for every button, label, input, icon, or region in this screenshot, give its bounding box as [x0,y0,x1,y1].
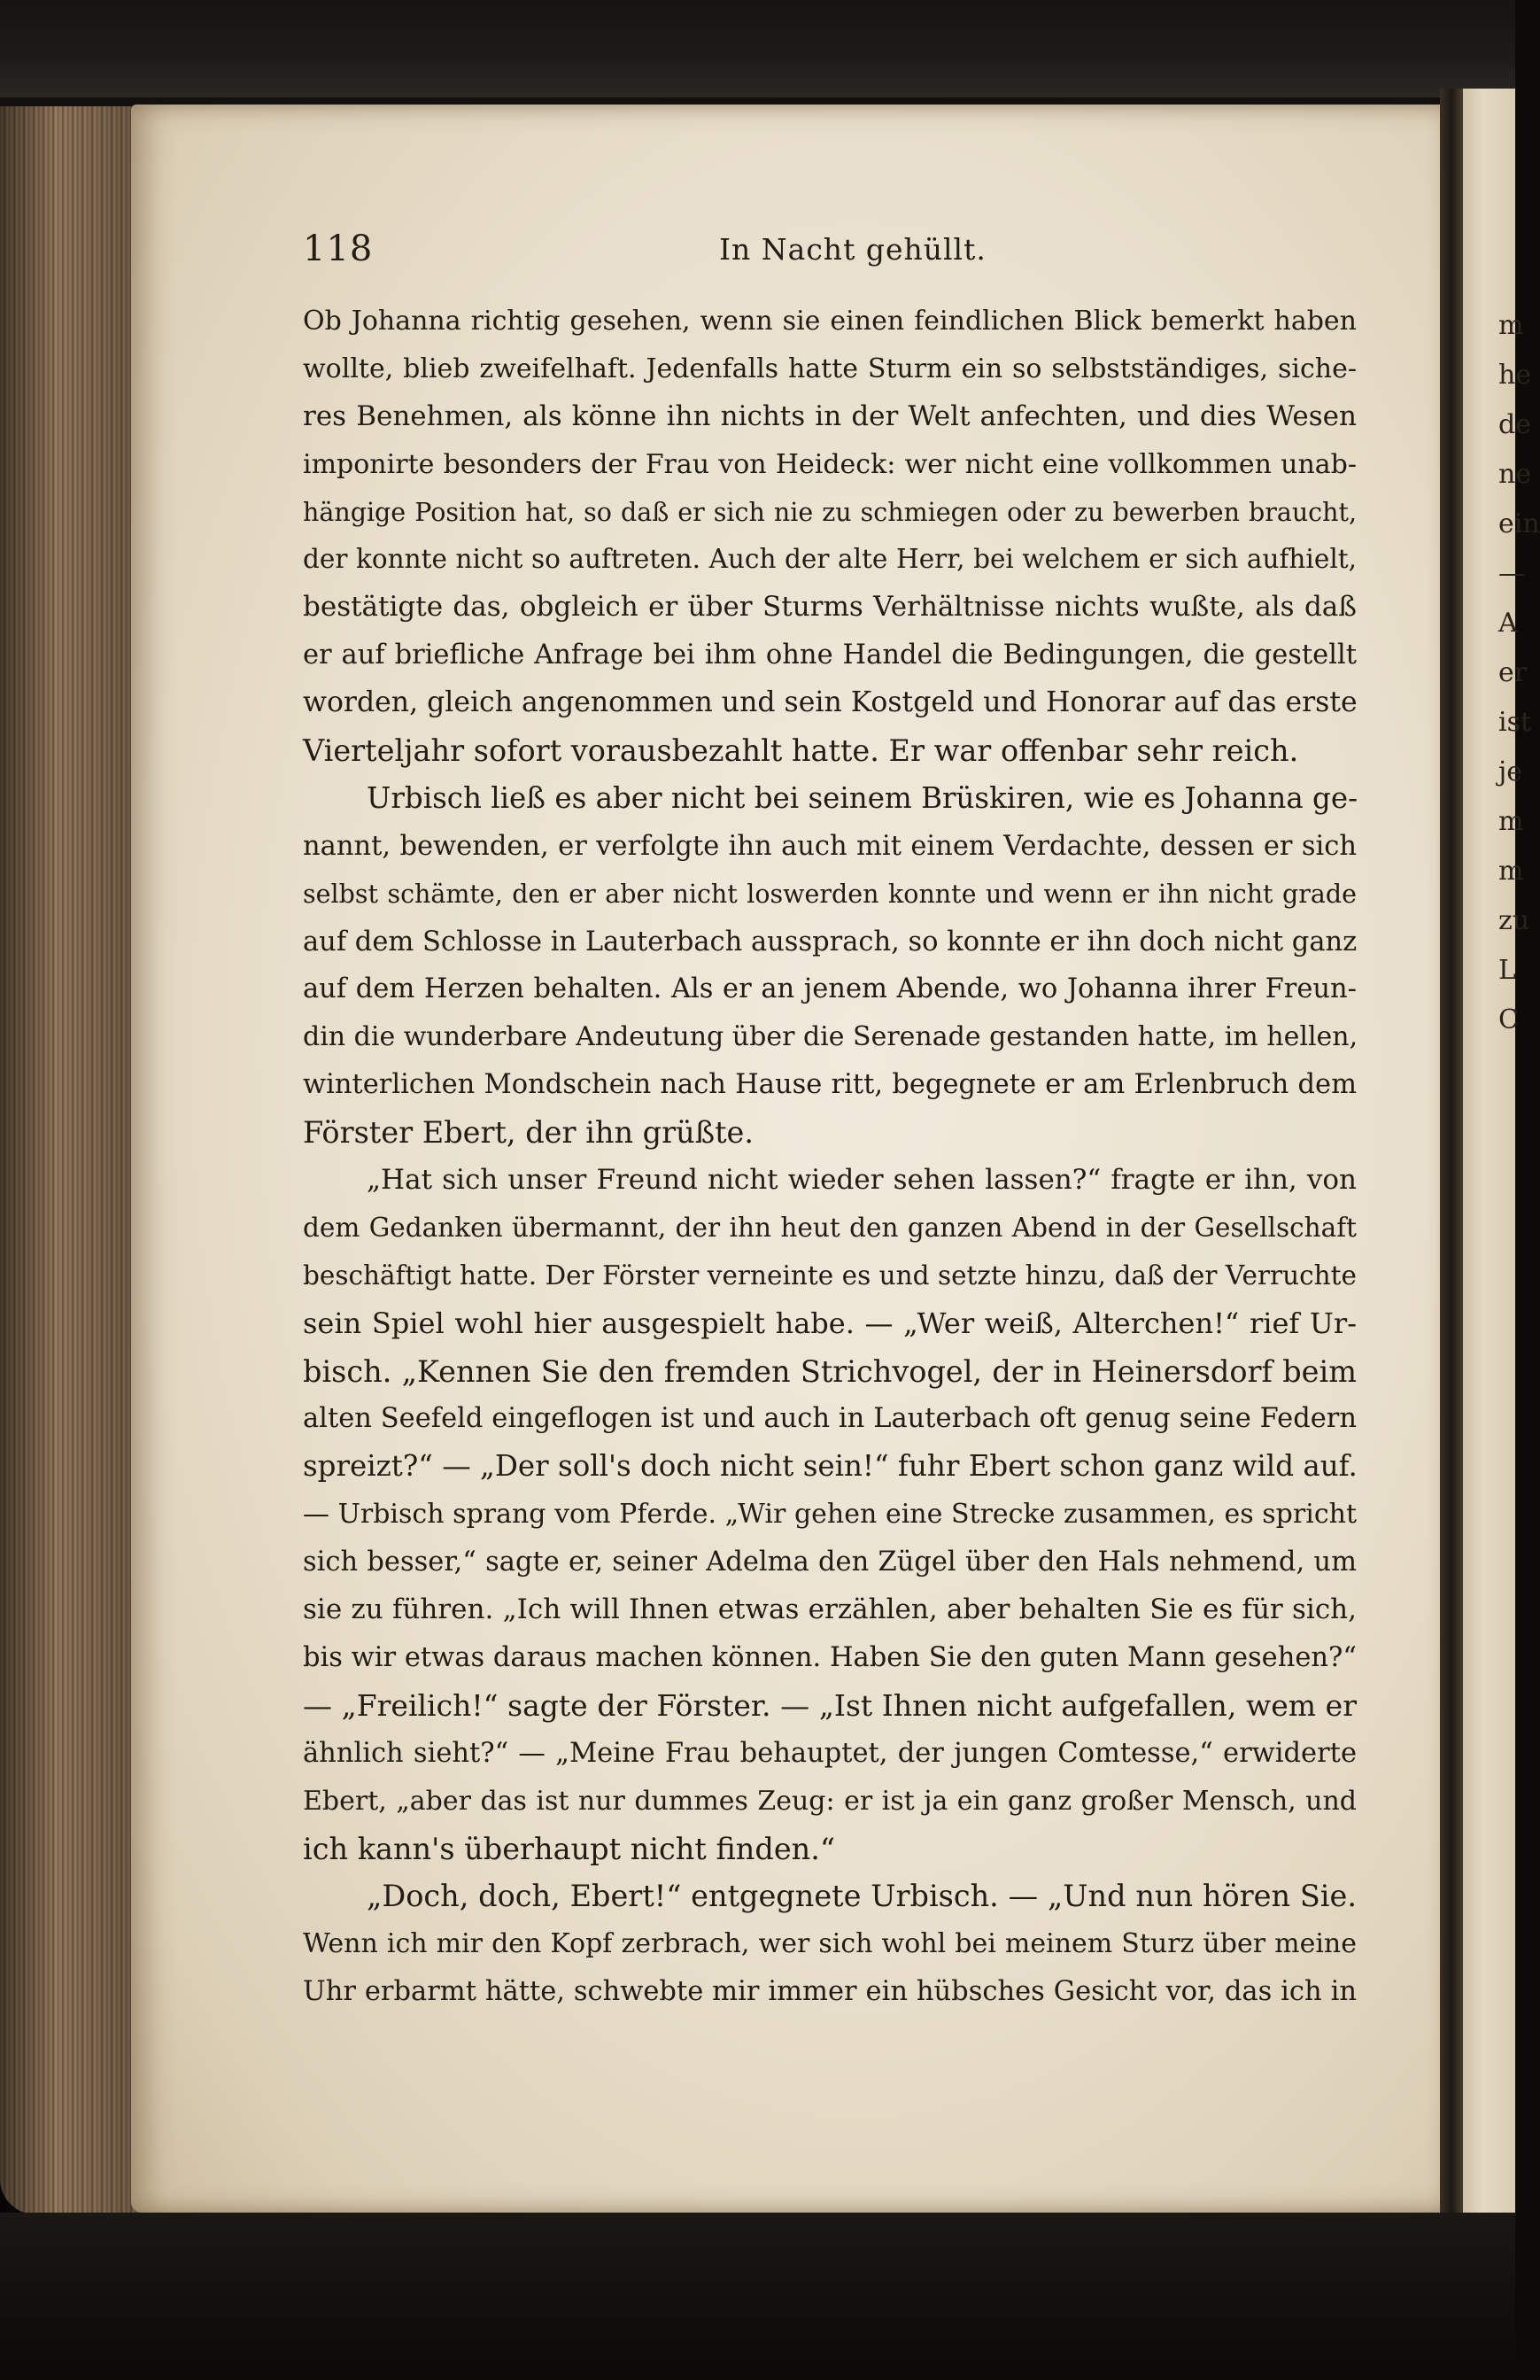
text-line: dem Gedanken übermannt, der ihn heut den ganzen Abend in der Gesellschaft [303,1212,1357,1243]
text-line: Wenn ich mir den Kopf zerbrach, wer sich wohl bei meinem Sturz über meine [303,1928,1357,1960]
facing-page [1463,89,1540,2232]
text-line: — „Freilich!“ sagte der Förster. — „Ist Ihnen nicht aufgefallen, wem er [303,1687,1357,1723]
facing-page-fragment: L [1498,955,1516,986]
text-line: alten Seefeld eingeflogen ist und auch in Lauterbach oft genug seine Federn [303,1403,1357,1435]
facing-page-fragment: m [1498,806,1524,837]
running-head: In Nacht gehüllt. [719,232,987,267]
text-line: Ebert, „aber das ist nur dummes Zeug: er ist ja ein ganz großer Mensch, und [303,1785,1357,1817]
text-line: winterlichen Mondschein nach Hause ritt, begegnete er am Erlenbruch dem [303,1069,1357,1101]
text-line: spreizt?“ — „Der soll's doch nicht sein!“ fuhr Ebert schon ganz wild auf. [303,1449,1358,1484]
text-line: selbst schämte, den er aber nicht loswerden konnte und wenn er ihn nicht grade [303,879,1357,909]
facing-page-fragment: he [1498,360,1532,391]
text-line: wollte, blieb zweifelhaft. Jedenfalls hatte Sturm ein so selbstständiges, siche- [303,353,1357,384]
facing-page-fragment: je [1498,756,1523,787]
text-line: ich kann's überhaupt nicht finden.“ [303,1831,835,1866]
text-line: Uhr erbarmt hätte, schwebte mir immer ein hübsches Gesicht vor, das ich in [303,1976,1357,2008]
text-line: din die wunderbare Andeutung über die Serenade gestanden hatte, im hellen, [303,1021,1358,1053]
facing-page-fragment: ne [1498,459,1532,490]
text-line: — Urbisch sprang vom Pferde. „Wir gehen eine Strecke zusammen, es spricht [303,1499,1357,1531]
text-line: bestätigte das, obgleich er über Sturms Verhältnisse nichts wußte, als daß [303,591,1357,624]
text-line: res Benehmen, als könne ihn nichts in der Welt anfechten, und dies Wesen [303,399,1357,432]
text-line: „Doch, doch, Ebert!“ entgegnete Urbisch. — „Und nun hören Sie. [367,1879,1357,1914]
text-line: bisch. „Kennen Sie den fremden Strichvogel, der in Heinersdorf beim [303,1353,1357,1389]
page-header [303,229,1355,271]
text-line: bis wir etwas daraus machen können. Haben Sie den guten Mann gesehen?“ [303,1641,1357,1673]
book-page-edges [0,106,142,2214]
facing-page-fragment: A [1498,608,1518,639]
text-line: Ob Johanna richtig gesehen, wenn sie einen feindlichen Blick bemerkt haben [303,306,1357,337]
text-line: beschäftigt hatte. Der Förster verneinte es und setzte hinzu, daß der Verruchte [303,1260,1357,1291]
background-bottom [0,2213,1515,2380]
facing-page-fragment: zu [1498,905,1530,936]
text-line: auf dem Schlosse in Lauterbach aussprach, so konnte er ihn doch nicht ganz [303,926,1358,957]
text-line: er auf briefliche Anfrage bei ihm ohne Handel die Bedingungen, die gestellt [303,640,1357,671]
text-line: nannt, bewenden, er verfolgte ihn auch mit einem Verdachte, dessen er sich [303,830,1357,862]
facing-page-fragment: ein [1498,508,1540,539]
text-line: Vierteljahr sofort vorausbezahlt hatte. Er war offenbar sehr reich. [303,733,1299,769]
text-line: Urbisch ließ es aber nicht bei seinem Brüskiren, wie es Johanna ge- [367,780,1358,815]
facing-page-fragment: m [1498,856,1524,887]
text-line: auf dem Herzen behalten. Als er an jenem Abende, wo Johanna ihrer Freun- [303,973,1357,1005]
facing-page-fragment: ist [1498,707,1532,738]
text-line: imponirte besonders der Frau von Heideck: wer nicht eine vollkommen unab- [303,448,1357,480]
facing-page-fragment: er [1498,657,1528,688]
page-number: 118 [303,229,374,269]
background-top [0,0,1515,97]
text-line: hängige Position hat, so daß er sich nie zu schmiegen oder zu bewerben braucht, [303,497,1357,527]
text-line: worden, gleich angenommen und sein Kostgeld und Honorar auf das erste [303,686,1358,719]
facing-page-fragment: — [1498,558,1525,589]
text-line: Förster Ebert, der ihn grüßte. [303,1115,755,1151]
facing-page-fragment: de [1498,409,1531,440]
book-gutter [1440,89,1463,2232]
facing-page-fragment: m [1498,310,1524,341]
body-text [303,298,1357,2016]
text-line: sein Spiel wohl hier ausgespielt habe. — „Wer weiß, Alterchen!“ rief Ur- [303,1306,1357,1340]
text-line: der konnte nicht so auftreten. Auch der alte Herr, bei welchem er sich aufhielt, [303,544,1357,575]
facing-page-fragment: C [1498,1004,1519,1035]
text-line: „Hat sich unser Freund nicht wieder sehen lassen?“ fragte er ihn, von [367,1164,1357,1197]
text-line: ähnlich sieht?“ — „Meine Frau behauptet, der jungen Comtesse,“ erwiderte [303,1737,1357,1769]
text-line: sie zu führen. „Ich will Ihnen etwas erzählen, aber behalten Sie es für sich, [303,1593,1357,1626]
text-line: sich besser,“ sagte er, seiner Adelma den Zügel über den Hals nehmend, um [303,1547,1357,1578]
